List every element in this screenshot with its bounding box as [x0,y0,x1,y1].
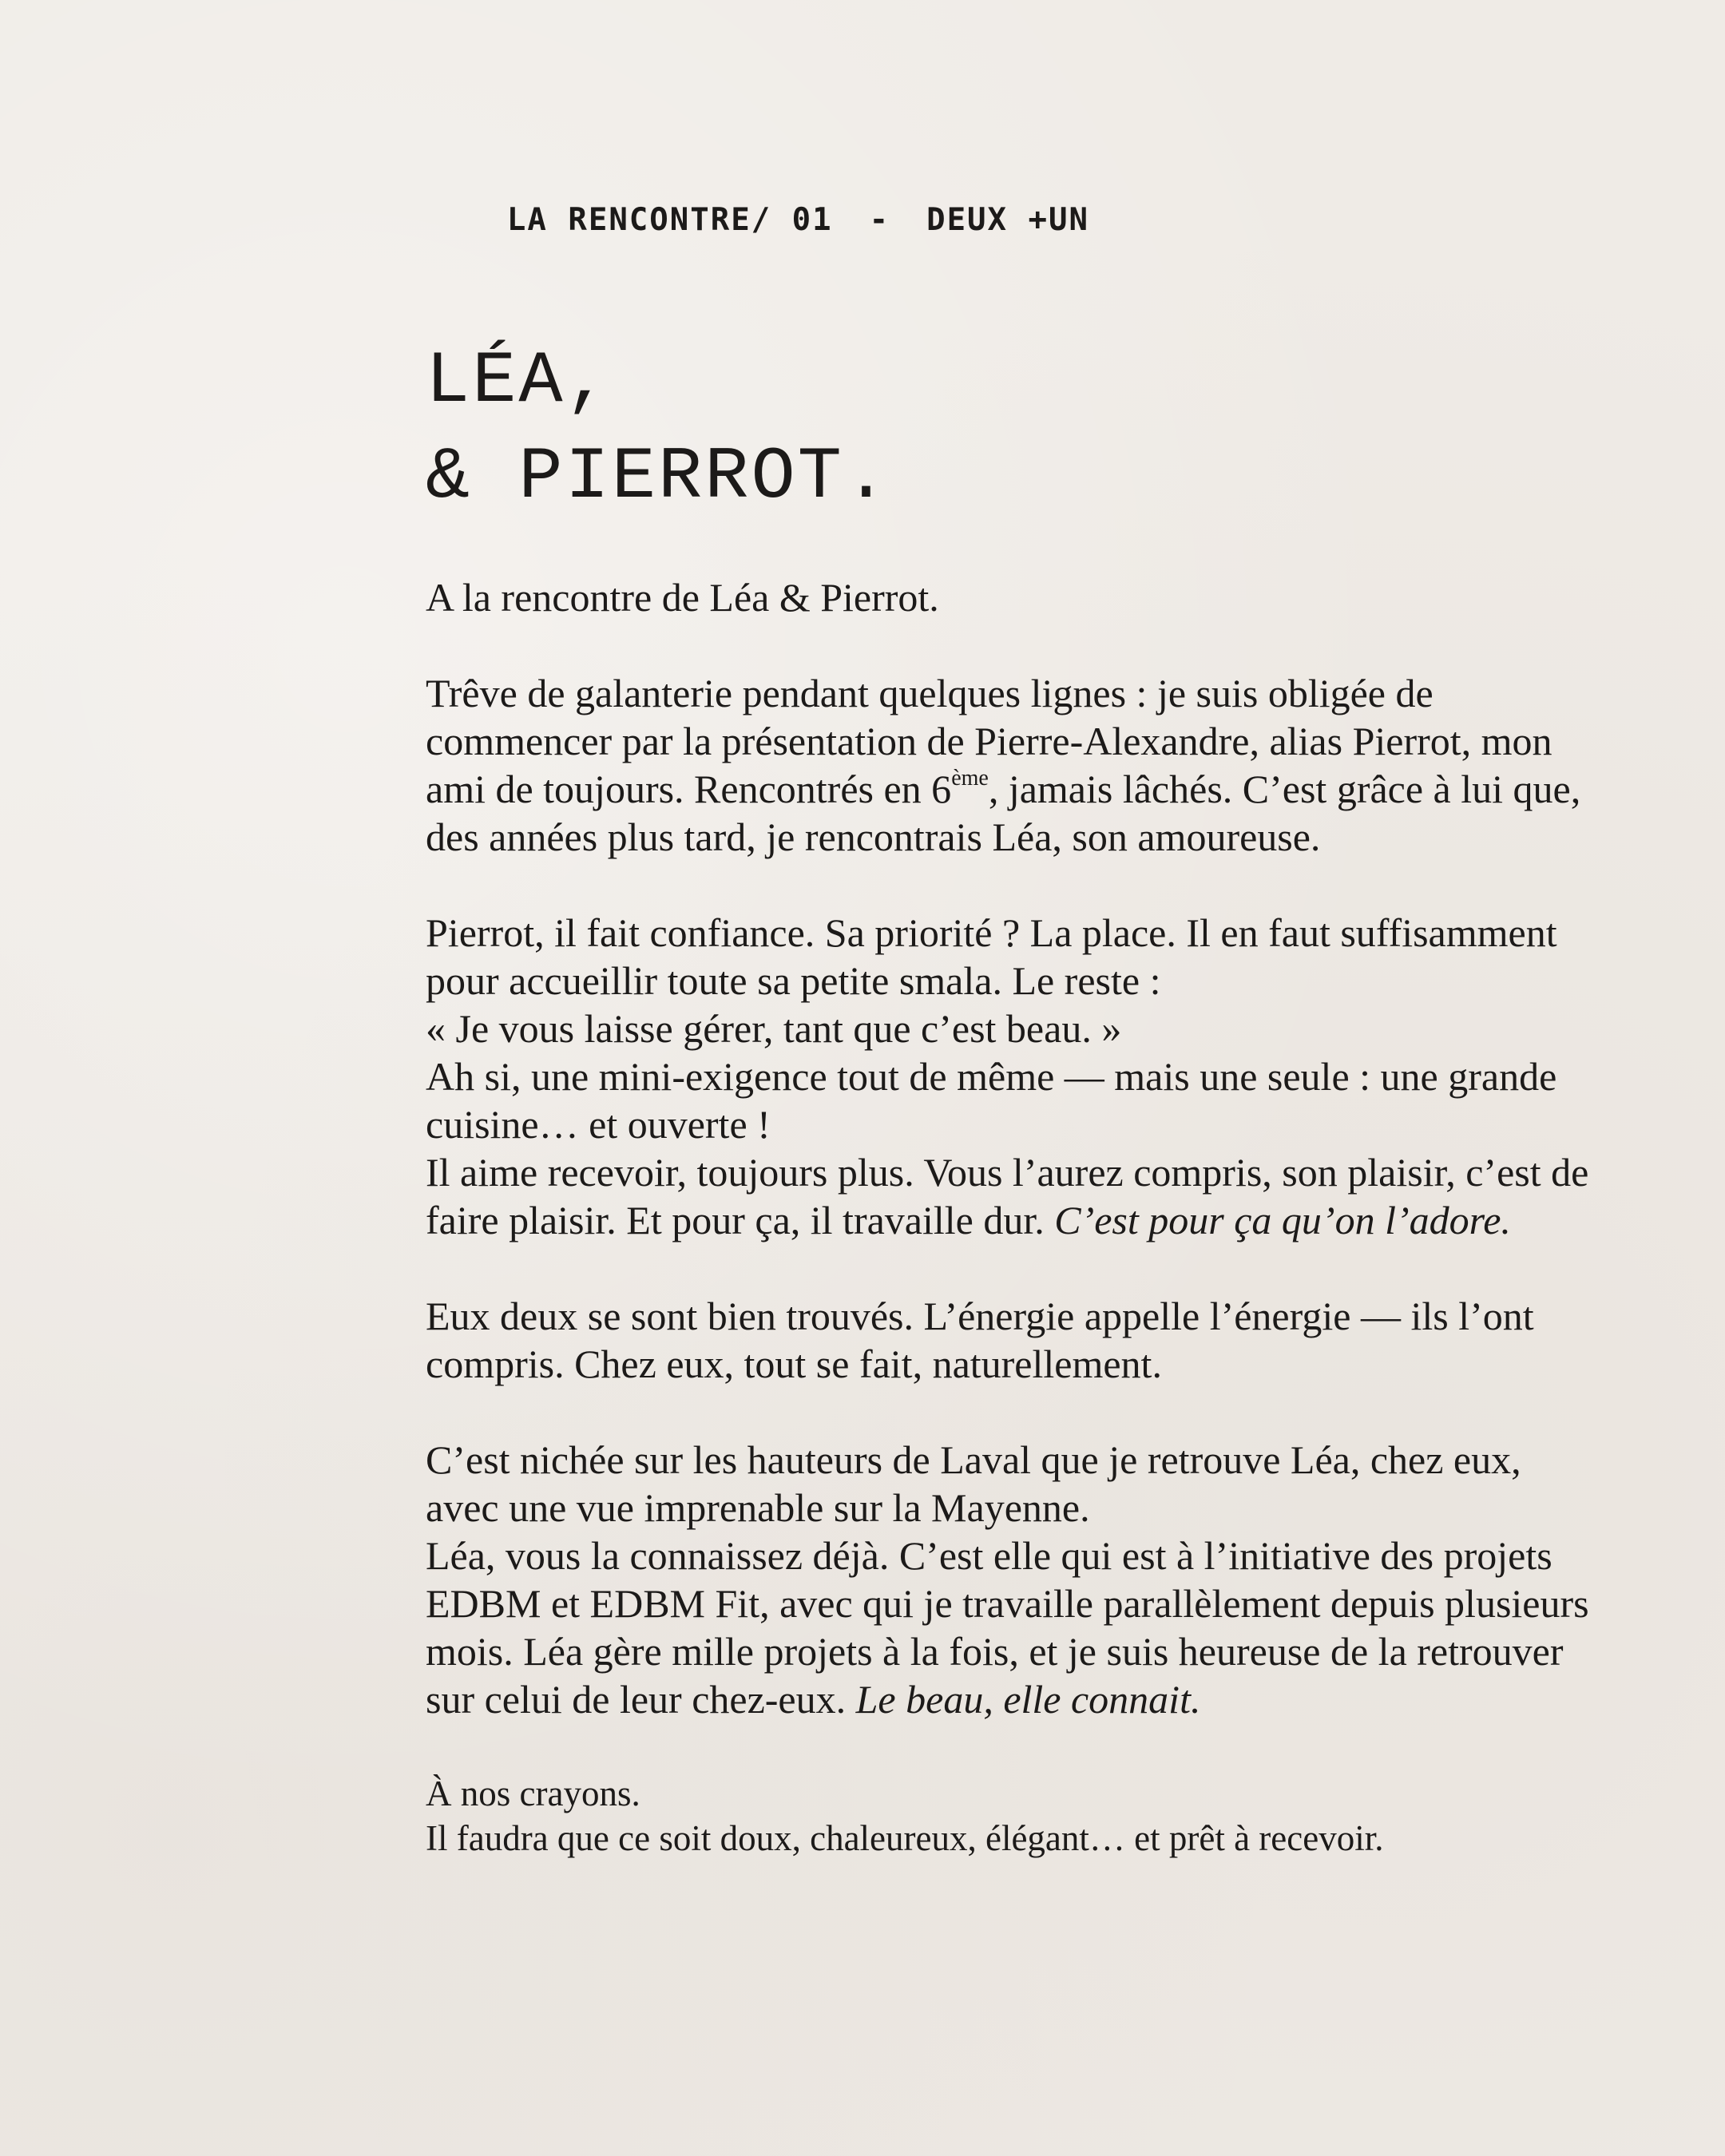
superscript-eme: ème [951,766,989,791]
lea-italic: Le beau, elle connait. [855,1677,1201,1722]
intro-paragraph: A la rencontre de Léa & Pierrot. [426,575,939,620]
presentation-text-a: Trêve de galanterie pendant quelques lignes : je suis obligée de commencer par la présentation de Pierre-Alexandre, alias Pierrot, mon ami de toujours. Rencontrés en 6 [426,671,1552,811]
presentation-text-b: , jamais lâchés. C’est grâce à lui que, des années plus tard, je rencontrais Léa, son amoureuse. [426,767,1581,859]
paragraph-couple: Eux deux se sont bien trouvés. L’énergie appelle l’énergie — ils l’ont compris. Chez eux, tout se fait, naturellement. [426,1294,1534,1386]
pierrot-italic: C’est pour ça qu’on l’adore. [1054,1198,1511,1242]
closing-paragraph [426,1771,1592,1861]
header-separator: - [869,202,890,238]
article-body [426,573,1592,1861]
paragraph-pierrot [426,909,1592,1244]
pierrot-line-4 [426,1148,1592,1244]
paragraph-presentation [426,669,1592,861]
page-title [426,334,890,525]
lea-line-2-text: Léa, vous la connaissez déjà. C’est elle qui est à l’initiative des projets EDBM et EDBM Fit, avec qui je travaille parallèlement depuis plusieurs mois. Léa gère mille projets à la fois, et je suis heureuse de la retrouver sur celui de leur chez-eux. [426,1533,1589,1722]
pierrot-quote: « Je vous laisse gérer, tant que c’est beau. » [426,1006,1122,1051]
title-line-2: & PIERROT. [426,435,891,519]
lea-line-1: C’est nichée sur les hauteurs de Laval que je retrouve Léa, chez eux, avec une vue imprenable sur la Mayenne. [426,1437,1521,1530]
section-header [426,166,1089,274]
closing-line-2: Il faudra que ce soit doux, chaleureux, élégant… et prêt à recevoir. [426,1818,1384,1858]
lea-line-2 [426,1532,1592,1723]
paragraph-lea [426,1436,1592,1723]
pierrot-line-4-text: Il aime recevoir, toujours plus. Vous l’aurez compris, son plaisir, c’est de faire plaisir. Et pour ça, il travaille dur. [426,1150,1589,1242]
project-label: DEUX +UN [926,202,1089,238]
pierrot-line-1: Pierrot, il fait confiance. Sa priorité ? La place. Il en faut suffisamment pour accueillir toute sa petite smala. Le reste : [426,910,1557,1003]
title-line-1: LÉA, [426,339,612,423]
closing-line-1: À nos crayons. [426,1774,640,1813]
section-label: LA RENCONTRE/ 01 [506,202,833,238]
pierrot-line-3: Ah si, une mini-exigence tout de même — mais une seule : une grande cuisine… et ouverte ! [426,1054,1557,1147]
